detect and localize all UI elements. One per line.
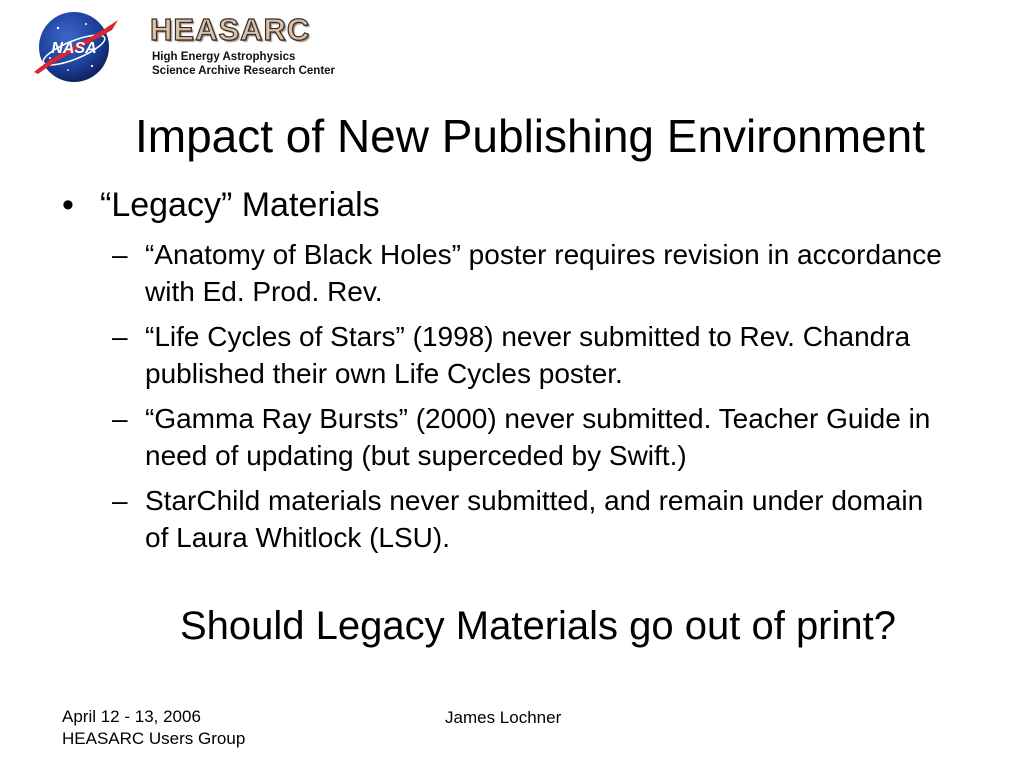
dash-marker: – (112, 321, 128, 352)
bullet-text: “Legacy” Materials (100, 186, 380, 224)
footer-left (62, 706, 245, 750)
sub-bullet-starchild (112, 482, 952, 556)
heasarc-logo (150, 12, 335, 78)
heasarc-wordmark: HEASARC (150, 12, 311, 47)
bullet-dot: • (62, 186, 74, 224)
slide-question: Should Legacy Materials go out of print? (180, 604, 896, 648)
sub-bullet-life-cycles (112, 318, 952, 392)
sub-bullet-gamma-ray (112, 400, 952, 474)
heasarc-subtitle (152, 50, 335, 78)
sub-bullet-anatomy (112, 236, 952, 310)
sub-bullet-list (112, 236, 952, 564)
svg-text:NASA: NASA (51, 40, 97, 57)
nasa-logo (28, 6, 120, 86)
dash-marker: – (112, 403, 128, 434)
sub-bullet-text: “Life Cycles of Stars” (1998) never submitted to Rev. Chandra published their own Life Cycles poster. (145, 321, 911, 389)
sub-bullet-text: “Gamma Ray Bursts” (2000) never submitted. Teacher Guide in need of updating (but superceded by Swift.) (145, 403, 931, 471)
sub-bullet-text: “Anatomy of Black Holes” poster requires revision in accordance with Ed. Prod. Rev. (145, 239, 942, 307)
dash-marker: – (112, 485, 128, 516)
sub-bullet-text: StarChild materials never submitted, and remain under domain of Laura Whitlock (LSU). (145, 485, 924, 553)
bullet-legacy-materials (62, 184, 380, 226)
heasarc-subtitle-line2: Science Archive Research Center (152, 65, 336, 77)
slide-title: Impact of New Publishing Environment (134, 110, 926, 162)
footer-date: April 12 - 13, 2006 (62, 707, 201, 726)
footer-event: HEASARC Users Group (62, 729, 246, 748)
footer-author: James Lochner (445, 708, 562, 727)
dash-marker: – (112, 239, 128, 270)
heasarc-subtitle-line1: High Energy Astrophysics (152, 51, 296, 63)
